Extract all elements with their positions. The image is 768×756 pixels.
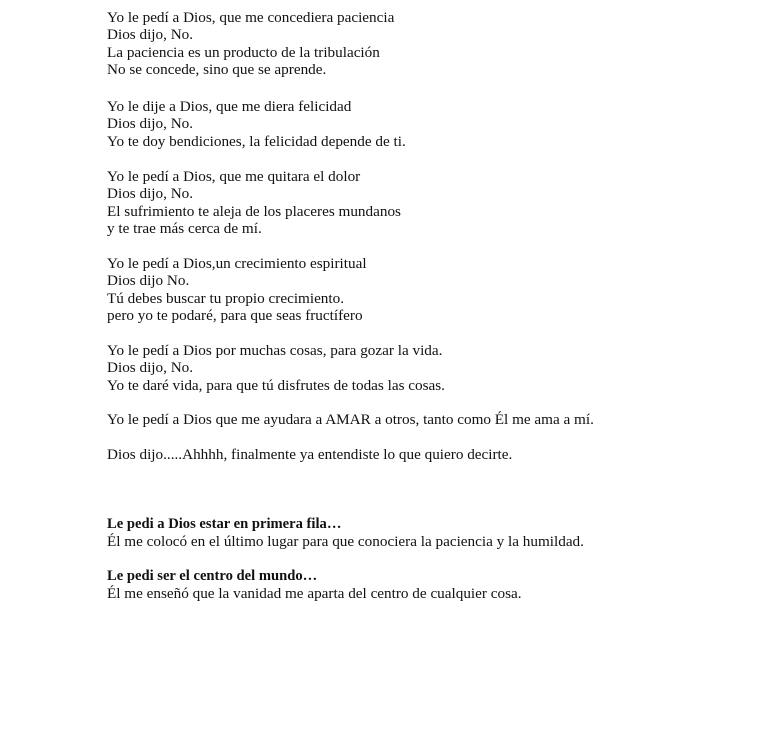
poem-line: La paciencia es un producto de la tribulación (107, 43, 380, 61)
reflection-heading: Le pedi a Dios estar en primera fila… (107, 516, 342, 532)
poem-line: Tú debes buscar tu propio crecimiento. (107, 289, 345, 307)
stanza-spiritual-growth (107, 255, 367, 325)
poem-line: pero yo te podaré, para que seas fructífero (107, 307, 363, 325)
poem-line: Dios dijo, No. (107, 115, 194, 133)
stanza-many-things (107, 342, 445, 394)
poem-line: Dios dijo, No. (107, 26, 194, 44)
stanza-patience (107, 9, 394, 79)
poem-line: El sufrimiento te aleja de los placeres mundanos (107, 202, 401, 220)
poem-line: y te trae más cerca de mí. (107, 220, 262, 238)
poem-line: Dios dijo.....Ahhhh, finalmente ya entendiste lo que quiero decirte. (107, 446, 513, 463)
stanza-conclusion (107, 446, 512, 463)
poem-line: Yo le pedí a Dios,un crecimiento espiritual (107, 255, 367, 272)
poem-line: Yo le pedí a Dios, que me concediera paciencia (107, 9, 395, 26)
reflection-first-row (107, 516, 584, 551)
poem-line: Yo le pedí a Dios, que me quitara el dolor (107, 168, 361, 185)
stanza-love (107, 411, 594, 428)
poem-line: Dios dijo No. (107, 272, 190, 290)
reflection-center-of-world (107, 568, 522, 603)
stanza-happiness (107, 98, 406, 150)
poem-line: No se concede, sino que se aprende. (107, 61, 327, 79)
reflection-heading: Le pedi ser el centro del mundo… (107, 568, 318, 584)
stanza-pain (107, 168, 401, 238)
poem-line: Yo te daré vida, para que tú disfrutes de todas las cosas. (107, 376, 445, 394)
poem-line: Yo le dije a Dios, que me diera felicidad (107, 98, 352, 115)
poem-line: Dios dijo, No. (107, 185, 194, 203)
poem-line: Yo le pedí a Dios que me ayudara a AMAR a otros, tanto como Él me ama a mí. (107, 411, 594, 428)
reflection-text: Él me enseñó que la vanidad me aparta del centro de cualquier cosa. (107, 585, 522, 603)
reflection-text: Él me colocó en el último lugar para que conociera la paciencia y la humildad. (107, 533, 584, 551)
poem-line: Yo le pedí a Dios por muchas cosas, para gozar la vida. (107, 342, 443, 359)
poem-line: Yo te doy bendiciones, la felicidad depende de ti. (107, 132, 406, 150)
poem-line: Dios dijo, No. (107, 359, 194, 377)
